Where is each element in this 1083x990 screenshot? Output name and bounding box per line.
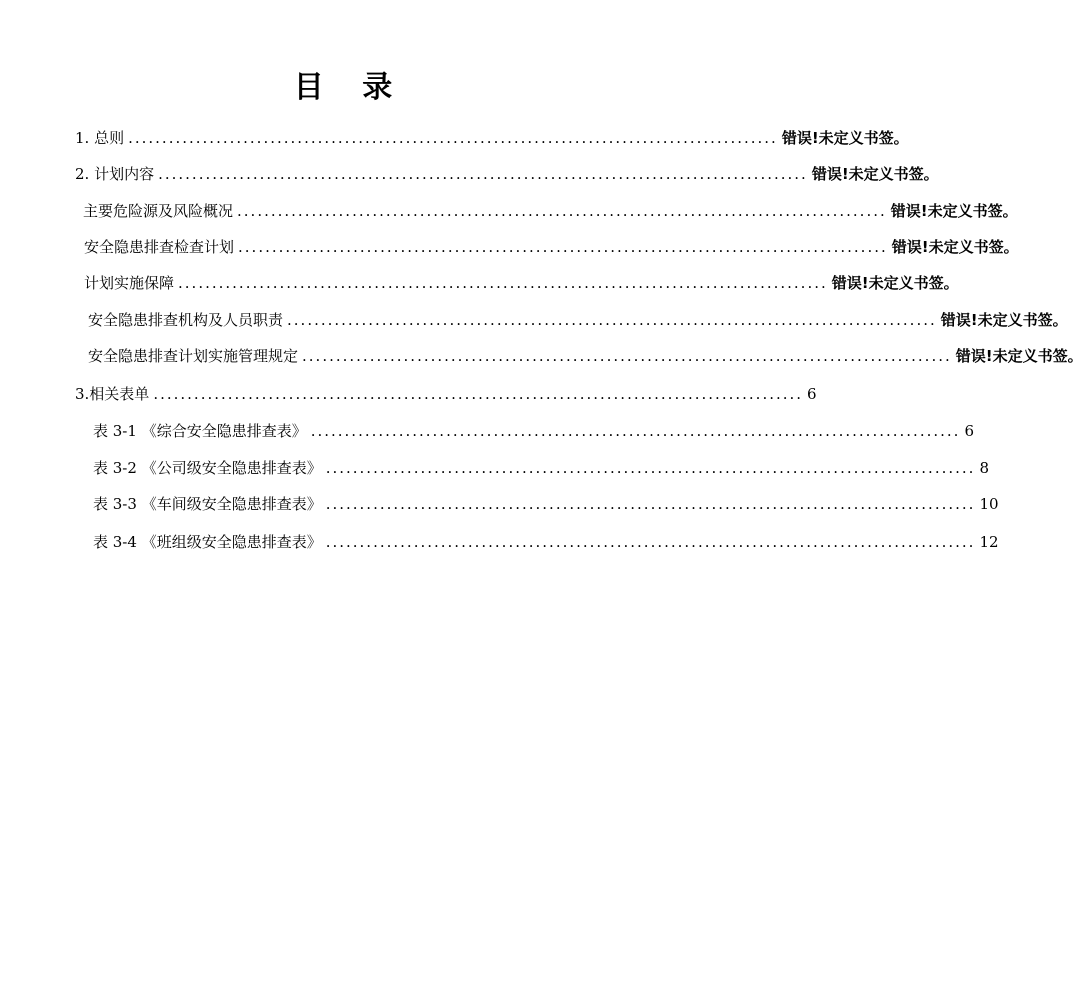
toc-entry-page: 错误!未定义书签。 <box>831 274 959 292</box>
toc-leader-dots: ................................................................................................ <box>325 533 976 551</box>
toc-entry[interactable] <box>0 271 959 295</box>
toc-entry[interactable] <box>0 235 1019 259</box>
toc-entry-text: 3.相关表单 <box>75 385 150 403</box>
toc-leader-dots: ................................................................................................ <box>153 385 804 403</box>
toc-entry[interactable] <box>0 530 999 554</box>
toc-entry[interactable] <box>0 126 909 150</box>
toc-entry[interactable] <box>0 492 999 516</box>
toc-entry-page: 错误!未定义书签。 <box>940 311 1068 329</box>
toc-entry[interactable] <box>0 308 1068 332</box>
toc-entry-page: 12 <box>979 533 999 551</box>
toc-leader-dots: ................................................................................................ <box>287 311 937 329</box>
toc-entry[interactable] <box>0 162 939 186</box>
toc-leader-dots: ................................................................................................ <box>238 238 888 256</box>
toc-leader-dots: ................................................................................................ <box>178 274 828 292</box>
toc-entry[interactable] <box>0 199 1018 223</box>
toc-entry-page: 8 <box>979 459 989 477</box>
toc-entry-text: 表 3-3 《车间级安全隐患排查表》 <box>93 495 322 513</box>
toc-entry[interactable] <box>0 456 989 480</box>
toc-entry-page: 错误!未定义书签。 <box>781 129 909 147</box>
toc-entry-text: 计划实施保障 <box>84 274 175 292</box>
toc-entry-text: 安全隐患排查检查计划 <box>84 238 235 256</box>
toc-leader-dots: ................................................................................................ <box>325 459 976 477</box>
toc-entry-page: 错误!未定义书签。 <box>890 202 1018 220</box>
toc-entry-text: 1. 总则 <box>75 129 125 147</box>
toc-entry-text: 安全隐患排查计划实施管理规定 <box>88 347 299 365</box>
toc-entry-page: 错误!未定义书签。 <box>891 238 1019 256</box>
toc-leader-dots: ................................................................................................ <box>128 129 778 147</box>
toc-entry-text: 2. 计划内容 <box>75 165 155 183</box>
toc-entry-text: 主要危险源及风险概况 <box>83 202 234 220</box>
toc-entry-text: 表 3-4 《班组级安全隐患排查表》 <box>93 533 322 551</box>
toc-entry-text: 安全隐患排查机构及人员职责 <box>88 311 284 329</box>
toc-leader-dots: ................................................................................................ <box>302 347 952 365</box>
toc-entry-page: 6 <box>964 422 974 440</box>
toc-leader-dots: ................................................................................................ <box>325 495 976 513</box>
toc-entry-text: 表 3-1 《综合安全隐患排查表》 <box>93 422 307 440</box>
toc-entry[interactable] <box>0 344 1083 368</box>
toc-entry[interactable] <box>0 382 817 406</box>
toc-entry-page: 6 <box>807 385 817 403</box>
toc-leader-dots: ................................................................................................ <box>158 165 808 183</box>
toc-entry-page: 10 <box>979 495 999 513</box>
toc-leader-dots: ................................................................................................ <box>237 202 887 220</box>
toc-entry-text: 表 3-2 《公司级安全隐患排查表》 <box>93 459 322 477</box>
toc-entry[interactable] <box>0 419 974 443</box>
toc-entry-page: 错误!未定义书签。 <box>955 347 1083 365</box>
page-title: 目 录 <box>293 70 407 105</box>
toc-entry-page: 错误!未定义书签。 <box>811 165 939 183</box>
toc-leader-dots: ................................................................................................ <box>310 422 961 440</box>
